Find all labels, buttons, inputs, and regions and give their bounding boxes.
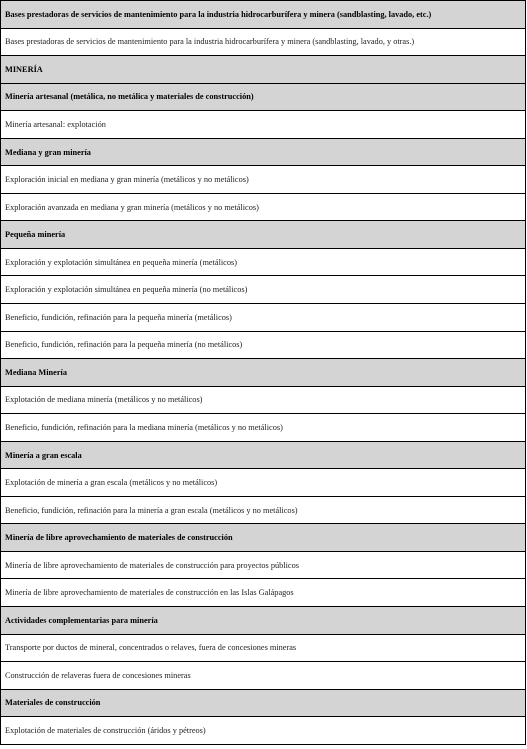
table-row [1,662,525,690]
row-text: Bases prestadoras de servicios de mantenimiento para la industria hidrocarburífera y minera (sandblasting, lavado, etc.) [5,9,432,19]
section-header-row [1,524,525,552]
table-row [1,249,525,277]
section-header-row [1,1,525,29]
table-row [1,387,525,415]
row-text: Mediana Minería [5,367,67,377]
section-header-row [1,442,525,470]
row-text: Exploración y explotación simultánea en pequeña minería (no metálicos) [5,285,248,295]
row-text: Minería a gran escala [5,450,82,460]
row-text: Beneficio, fundición, refinación para la mediana minería (metálicos y no metálicos) [5,422,283,432]
section-header-row [1,84,525,112]
row-text: Construcción de relaveras fuera de concesiones mineras [5,670,191,680]
section-header-row [1,56,525,84]
row-text: Beneficio, fundición, refinación para la pequeña minería (no metálicos) [5,340,243,350]
section-header-row [1,359,525,387]
table-row [1,29,525,57]
row-text: Minería de libre aprovechamiento de materiales de construcción [5,533,233,543]
row-text: Explotación de mediana minería (metálicos y no metálicos) [5,395,203,405]
row-text: Exploración y explotación simultánea en pequeña minería (metálicos) [5,257,237,267]
row-text: Exploración inicial en mediana y gran minería (metálicos y no metálicos) [5,175,249,185]
row-text: Pequeña minería [5,230,66,240]
table-row [1,469,525,497]
section-header-row [1,690,525,718]
table-row [1,276,525,304]
section-header-row [1,221,525,249]
table-row [1,111,525,139]
row-text: Exploración avanzada en mediana y gran minería (metálicos y no metálicos) [5,202,259,212]
row-text: Bases prestadoras de servicios de mantenimiento para la industria hidrocarburífera y minera (sandblasting, lavado, y otras.) [5,37,415,47]
table-row [1,166,525,194]
table-row [1,194,525,222]
table-row [1,332,525,360]
row-text: Materiales de construcción [5,698,101,708]
section-header-row [1,607,525,635]
row-text: Explotación de materiales de construcción (áridos y pétreos) [5,725,206,735]
table-row [1,497,525,525]
table-row [1,304,525,332]
row-text: Actividades complementarias para minería [5,615,158,625]
row-text: Minería artesanal: explotación [5,119,106,129]
row-text: Mediana y gran minería [5,147,91,157]
row-text: Minería artesanal (metálica, no metálica y materiales de construcción) [5,92,254,102]
table-row [1,579,525,607]
row-text: Minería de libre aprovechamiento de materiales de construcción en las Islas Galápagos [5,588,294,598]
row-text: Minería de libre aprovechamiento de materiales de construcción para proyectos públicos [5,560,299,570]
row-text: Beneficio, fundición, refinación para la pequeña minería (metálicos) [5,312,232,322]
table-row [1,717,525,745]
row-text: Beneficio, fundición, refinación para la minería a gran escala (metálicos y no metálicos) [5,505,298,515]
table-row [1,635,525,663]
row-text: Transporte por ductos de mineral, concentrados o relaves, fuera de concesiones mineras [5,643,297,653]
table-row [1,552,525,580]
section-header-row [1,139,525,167]
table-row [1,414,525,442]
row-text: Explotación de minería a gran escala (metálicos y no metálicos) [5,478,218,488]
row-text: MINERÍA [5,64,43,74]
